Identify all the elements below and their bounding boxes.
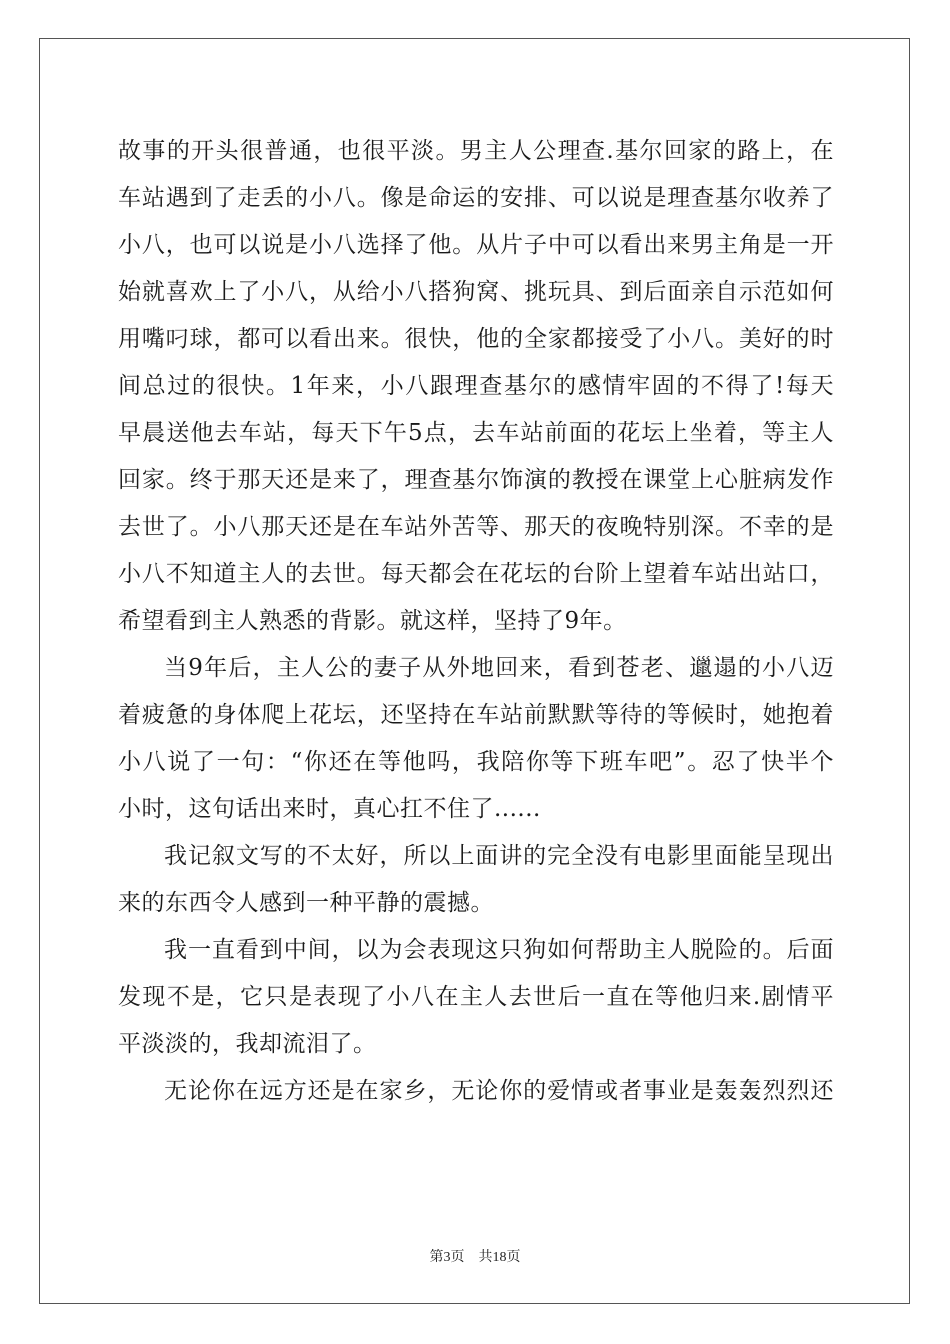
text-line: 小八不知道主人的去世。每天都会在花坛的台阶上望着车站出站口， [118, 561, 834, 587]
text-line: 小八说了一句：“你还在等他吗，我陪你等下班车吧”。忍了快半个 [118, 749, 834, 775]
text-line: 小时，这句话出来时，真心扛不住了...... [118, 796, 541, 822]
text-line: 当9年后，主人公的妻子从外地回来，看到苍老、邋遢的小八迈 [164, 655, 834, 681]
paragraph [118, 927, 834, 1068]
text-line: 始就喜欢上了小八，从给小八搭狗窝、挑玩具、到后面亲自示范如何 [118, 279, 834, 305]
paragraph [118, 833, 834, 927]
text-line: 发现不是，它只是表现了小八在主人去世后一直在等他归来.剧情平 [118, 984, 834, 1010]
text-line: 故事的开头很普通，也很平淡。男主人公理查.基尔回家的路上，在 [118, 138, 834, 164]
text-line: 我一直看到中间，以为会表现这只狗如何帮助主人脱险的。后面 [164, 937, 834, 963]
text-line: 无论你在远方还是在家乡，无论你的爱情或者事业是轰轰烈烈还 [164, 1078, 834, 1104]
paragraph [118, 645, 834, 833]
text-line: 小八，也可以说是小八选择了他。从片子中可以看出来男主角是一开 [118, 232, 834, 258]
page-footer: 第3页 共18页 [429, 1250, 521, 1265]
text-line: 车站遇到了走丢的小八。像是命运的安排、可以说是理查基尔收养了 [118, 185, 834, 211]
text-line: 去世了。小八那天还是在车站外苦等、那天的夜晚特别深。不幸的是 [118, 514, 834, 540]
text-line: 我记叙文写的不太好，所以上面讲的完全没有电影里面能呈现出 [164, 843, 834, 869]
text-line: 用嘴叼球，都可以看出来。很快，他的全家都接受了小八。美好的时 [118, 326, 834, 352]
document-body [118, 128, 834, 1115]
paragraph [118, 1068, 834, 1115]
text-line: 平淡淡的，我却流泪了。 [118, 1031, 377, 1057]
text-line: 间总过的很快。1年来，小八跟理查基尔的感情牢固的不得了!每天 [118, 373, 834, 399]
text-line: 希望看到主人熟悉的背影。就这样，坚持了9年。 [118, 608, 627, 634]
paragraph [118, 128, 834, 645]
text-line: 回家。终于那天还是来了，理查基尔饰演的教授在课堂上心脏病发作 [118, 467, 834, 493]
text-line: 来的东西令人感到一种平静的震撼。 [118, 890, 494, 916]
text-line: 着疲惫的身体爬上花坛，还坚持在车站前默默等待的等候时，她抱着 [118, 702, 834, 728]
text-line: 早晨送他去车站，每天下午5点，去车站前面的花坛上坐着，等主人 [118, 420, 834, 446]
